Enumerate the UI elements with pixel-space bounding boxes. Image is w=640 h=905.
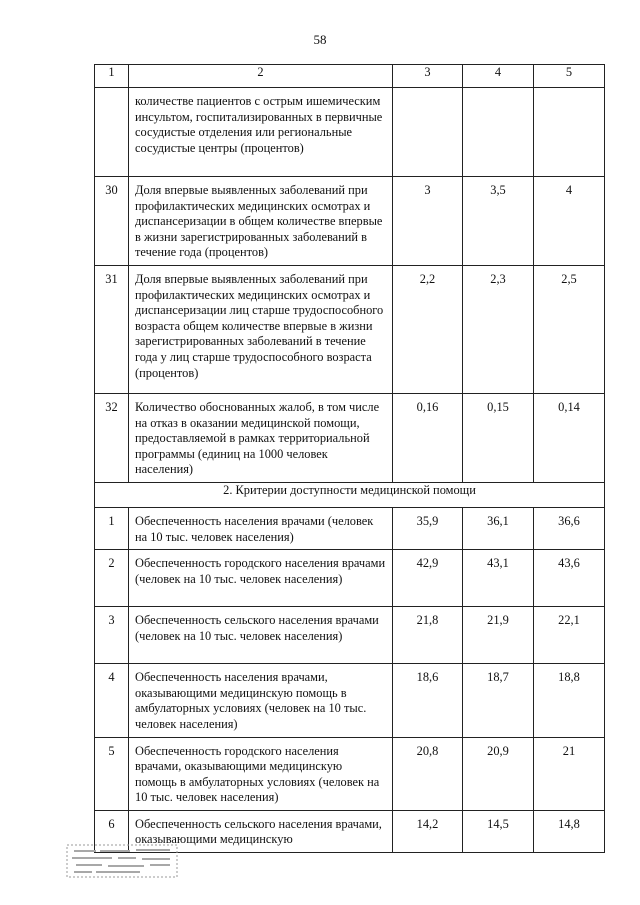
row-number: 31 — [95, 265, 129, 393]
row-description: Обеспеченность городского населения врачами (человек на 10 тыс. человек населения) — [129, 550, 393, 607]
value-col-5: 18,8 — [534, 664, 605, 737]
value-col-5: 22,1 — [534, 607, 605, 664]
row-description: Доля впервые выявленных заболеваний при профилактических медицинских осмотрах и диспансеризации лиц старше трудоспособного возраста общем количестве впервые в жизни зарегистрированных заболеваний в течение года у лиц старше трудоспособного возраста (процентов) — [129, 265, 393, 393]
value-col-5: 36,6 — [534, 507, 605, 549]
value-col-5: 2,5 — [534, 265, 605, 393]
table-row — [95, 177, 605, 266]
value-col-4: 43,1 — [463, 550, 534, 607]
row-description: Обеспеченность сельского населения врачами, оказывающими медицинскую — [129, 810, 393, 852]
row-number: 5 — [95, 737, 129, 810]
row-description: количестве пациентов с острым ишемическим инсультом, госпитализированных в первичные сосудистые отделения или региональные сосудистые центры (процентов) — [129, 88, 393, 177]
table-row — [95, 607, 605, 664]
value-col-4: 21,9 — [463, 607, 534, 664]
row-description: Обеспеченность сельского населения врачами (человек на 10 тыс. человек населения) — [129, 607, 393, 664]
value-col-3: 42,9 — [393, 550, 463, 607]
row-description: Обеспеченность городского населения врачами, оказывающими медицинскую помощь в амбулаторных условиях (человек на 10 тыс. человек населения) — [129, 737, 393, 810]
value-col-3: 2,2 — [393, 265, 463, 393]
value-col-3: 20,8 — [393, 737, 463, 810]
header-cell-2: 2 — [129, 65, 393, 88]
value-col-5: 14,8 — [534, 810, 605, 852]
row-number: 30 — [95, 177, 129, 266]
row-number: 6 — [95, 810, 129, 852]
table-row — [95, 393, 605, 482]
header-cell-4: 4 — [463, 65, 534, 88]
value-col-4: 20,9 — [463, 737, 534, 810]
value-col-5: 21 — [534, 737, 605, 810]
row-description: Обеспеченность населения врачами, оказывающими медицинскую помощь в амбулаторных условиях (человек на 10 тыс. человек населения) — [129, 664, 393, 737]
header-cell-5: 5 — [534, 65, 605, 88]
value-col-3: 0,16 — [393, 393, 463, 482]
value-col-4: 36,1 — [463, 507, 534, 549]
value-col-3: 3 — [393, 177, 463, 266]
row-number: 4 — [95, 664, 129, 737]
row-number: 1 — [95, 507, 129, 549]
value-col-5: 0,14 — [534, 393, 605, 482]
value-col-3: 21,8 — [393, 607, 463, 664]
row-number: 3 — [95, 607, 129, 664]
faded-stamp — [66, 842, 182, 880]
value-col-4 — [463, 88, 534, 177]
header-cell-1: 1 — [95, 65, 129, 88]
value-col-5: 4 — [534, 177, 605, 266]
row-number: 2 — [95, 550, 129, 607]
section-header-row — [95, 482, 605, 507]
value-col-4: 14,5 — [463, 810, 534, 852]
value-col-3: 35,9 — [393, 507, 463, 549]
table-row — [95, 550, 605, 607]
value-col-3: 18,6 — [393, 664, 463, 737]
table-header-row — [95, 65, 605, 88]
criteria-table — [94, 64, 605, 853]
row-description: Количество обоснованных жалоб, в том числе на отказ в оказании медицинской помощи, предоставляемой в рамках территориальной программы (единиц на 1000 человек населения) — [129, 393, 393, 482]
table-row — [95, 737, 605, 810]
value-col-4: 3,5 — [463, 177, 534, 266]
row-description: Обеспеченность населения врачами (человек на 10 тыс. человек населения) — [129, 507, 393, 549]
section-title: 2. Критерии доступности медицинской помощи — [95, 482, 605, 507]
value-col-3 — [393, 88, 463, 177]
table-row — [95, 664, 605, 737]
table-row — [95, 88, 605, 177]
table-row — [95, 507, 605, 549]
value-col-5: 43,6 — [534, 550, 605, 607]
table-row — [95, 265, 605, 393]
value-col-4: 2,3 — [463, 265, 534, 393]
value-col-5 — [534, 88, 605, 177]
page-number: 58 — [313, 32, 327, 47]
row-number — [95, 88, 129, 177]
row-description: Доля впервые выявленных заболеваний при профилактических медицинских осмотрах и диспансеризации в общем количестве впервые в жизни зарегистрированных заболеваний в течение года (процентов) — [129, 177, 393, 266]
header-cell-3: 3 — [393, 65, 463, 88]
value-col-4: 0,15 — [463, 393, 534, 482]
value-col-3: 14,2 — [393, 810, 463, 852]
value-col-4: 18,7 — [463, 664, 534, 737]
row-number: 32 — [95, 393, 129, 482]
